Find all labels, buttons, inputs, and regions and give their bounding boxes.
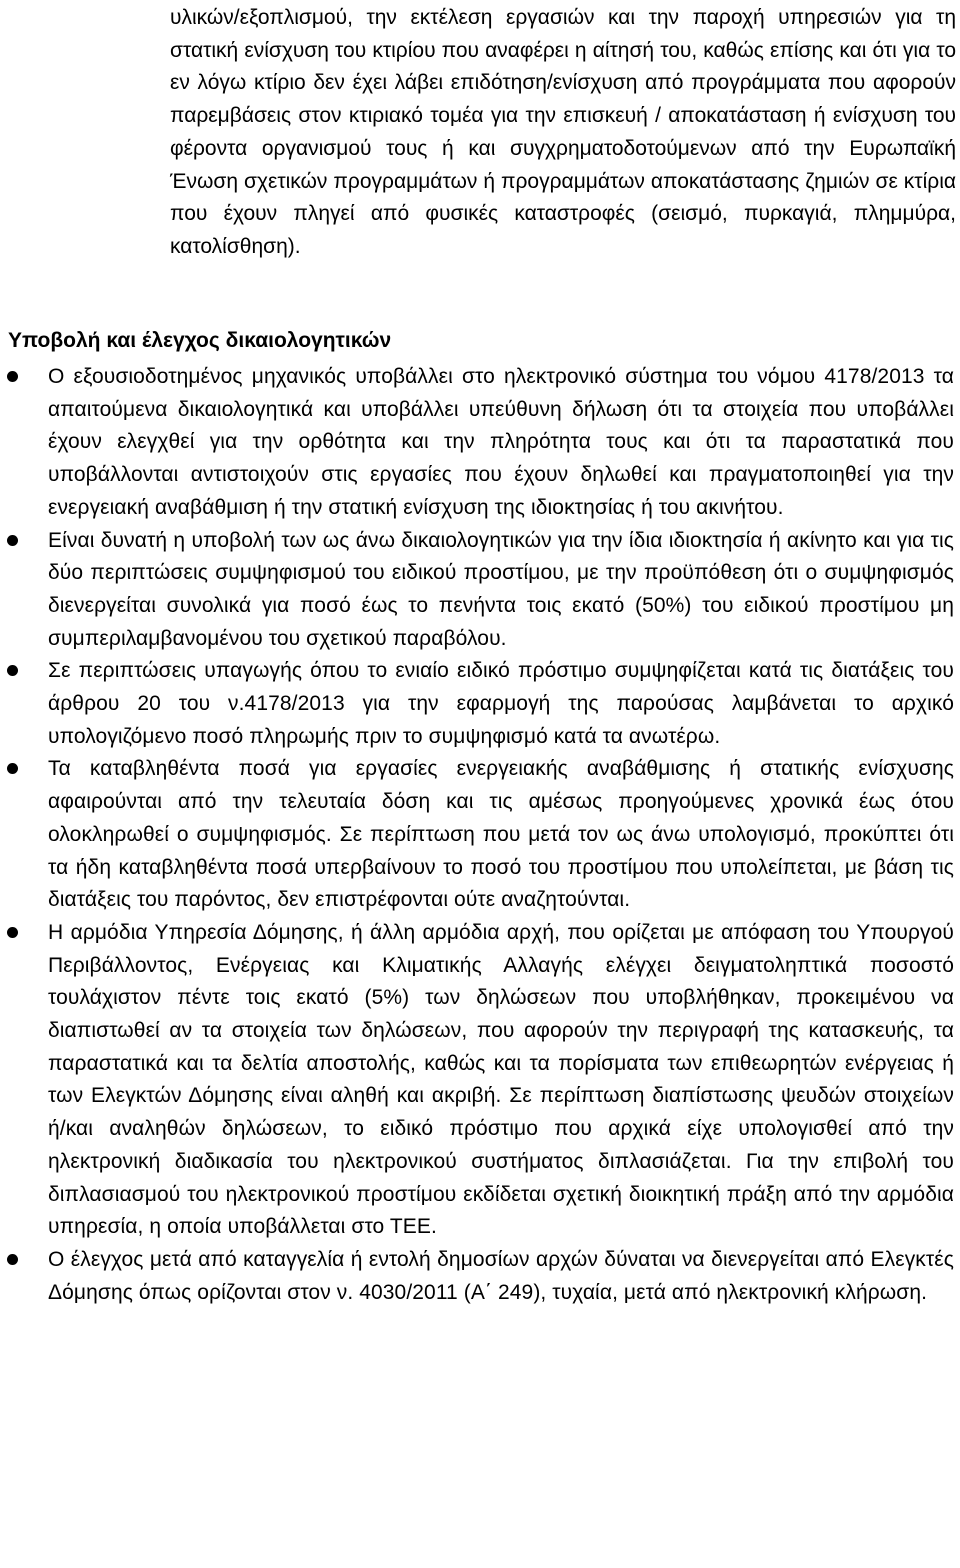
section-heading: Υποβολή και έλεγχος δικαιολογητικών [8, 329, 392, 352]
list-item-text: Ο έλεγχος μετά από καταγγελία ή εντολή δημοσίων αρχών δύναται να διενεργείται από Ελεγκτές Δόμησης όπως ορίζονται στον ν. 4030/2011 (Α΄ 249), τυχαία, μετά από ηλεκτρονική κλήρωση. [48, 1247, 954, 1304]
list-item-text: Είναι δυνατή η υποβολή των ως άνω δικαιολογητικών για την ίδια ιδιοκτησία ή ακίνητο και για τις δύο περιπτώσεις συμψηφισμού του ειδικού προστίμου, με την προϋπόθεση ότι ο συμψηφισμός διενεργείται συνολικά για ποσό έως το πενήντα τοις εκατό (50%) του ειδικού προστίμου μη συμπεριλαμβανομένου του σχετικού παραβόλου. [48, 528, 954, 650]
bullet-icon [7, 927, 18, 938]
list-item-text: Ο εξουσιοδοτημένος μηχανικός υποβάλλει στο ηλεκτρονικό σύστημα του νόμου 4178/2013 τα απαιτούμενα δικαιολογητικά και υποβάλλει υπεύθυνη δήλωση ότι τα στοιχεία που υποβάλλει έχουν ελεγχθεί για την ορθότητα και την πληρότητα τους και ότι τα παραστατικά που υποβάλλονται αντιστοιχούν στις εργασίες που έχουν δηλωθεί και πραγματοποιηθεί για την ενεργειακή αναβάθμιση ή την στατική ενίσχυση της ιδιοκτησίας ή του ακινήτου. [48, 365, 954, 519]
list-item [0, 525, 960, 656]
bullet-list [0, 361, 960, 1309]
list-item [0, 917, 960, 1244]
list-item [0, 753, 960, 917]
list-item [0, 655, 960, 753]
list-item-text: Τα καταβληθέντα ποσά για εργασίες ενεργειακής αναβάθμισης ή στατικής ενίσχυσης αφαιρούνται από την τελευταία δόση και τις αμέσως προηγούμενες χρονικά έως ότου ολοκληρωθεί ο συμψηφισμός. Σε περίπτωση που μετά τον ως άνω υπολογισμό, προκύπτει ότι τα ήδη καταβληθέντα ποσά υπερβαίνουν το ποσό του προστίμου που υπολείπεται, με βάση τις διατάξεις του παρόντος, δεν επιστρέφονται ούτε αναζητούνται. [48, 757, 954, 912]
bullet-icon [7, 763, 18, 774]
list-item-text: Η αρμόδια Υπηρεσία Δόμησης, ή άλλη αρμόδια αρχή, που ορίζεται με απόφαση του Υπουργού Περιβάλλοντος, Ενέργειας και Κλιματικής Αλλαγής ελέγχει δειγματοληπτικά ποσοστό τουλάχιστον πέντε τοις εκατό (5%) των δηλώσεων που υποβλήθηκαν, προκειμένου να διαπιστωθεί αν τα στοιχεία των δηλώσεων, που αφορούν την περιγραφή της κατασκευής, τα παραστατικά και τα δελτία αποστολής, καθώς και τα πορίσματα των επιθεωρητών ενέργειας ή των Ελεγκτών Δόμησης είναι αληθή και ακριβή. Σε περίπτωση διαπίστωσης ψευδών στοιχείων ή/και αναληθών δηλώσεων, το ειδικό πρόστιμο που αρχικά είχε υπολογισθεί από την ηλεκτρονική διαδικασία του ηλεκτρονικού συστήματος διπλασιάζεται. Για την επιβολή του διπλασιασμού του ηλεκτρονικού προστίμου εκδίδεται σχετική διοικητική πράξη από την αρμόδια υπηρεσία, η οποία υποβάλλεται στο ΤΕΕ. [48, 920, 954, 1239]
bullet-icon [7, 371, 18, 382]
list-item [0, 1244, 960, 1309]
bullet-icon [7, 665, 18, 676]
list-item [0, 361, 960, 525]
bullet-icon [7, 1254, 18, 1265]
bullet-icon [7, 535, 18, 546]
list-item-text: Σε περιπτώσεις υπαγωγής όπου το ενιαίο ειδικό πρόστιμο συμψηφίζεται κατά τις διατάξεις του άρθρου 20 του ν.4178/2013 για την εφαρμογή της παρούσας λαμβάνεται το αρχικό υπολογιζόμενο ποσό πληρωμής πριν το συμψηφισμό κατά τα ανωτέρω. [48, 659, 954, 748]
intro-paragraph: υλικών/εξοπλισμού, την εκτέλεση εργασιών και την παροχή υπηρεσιών για τη στατική ενίσχυση του κτιρίου που αναφέρει η αίτησή του, καθώς επίσης και ότι για το εν λόγω κτίριο δεν έχει λάβει επιδότηση/ενίσχυση από προγράμματα που αφορούν παρεμβάσεις στον κτιριακό τομέα για την επισκευή / αποκατάσταση ή ενίσχυση του φέροντα οργανισμού τους ή και συγχρηματοδοτούμενων από την Ευρωπαϊκή Ένωση σχετικών προγραμμάτων ή προγραμμάτων αποκατάστασης ζημιών σε κτίρια που έχουν πληγεί από φυσικές καταστροφές (σεισμό, πυρκαγιά, πλημμύρα, κατολίσθηση). [170, 6, 956, 258]
